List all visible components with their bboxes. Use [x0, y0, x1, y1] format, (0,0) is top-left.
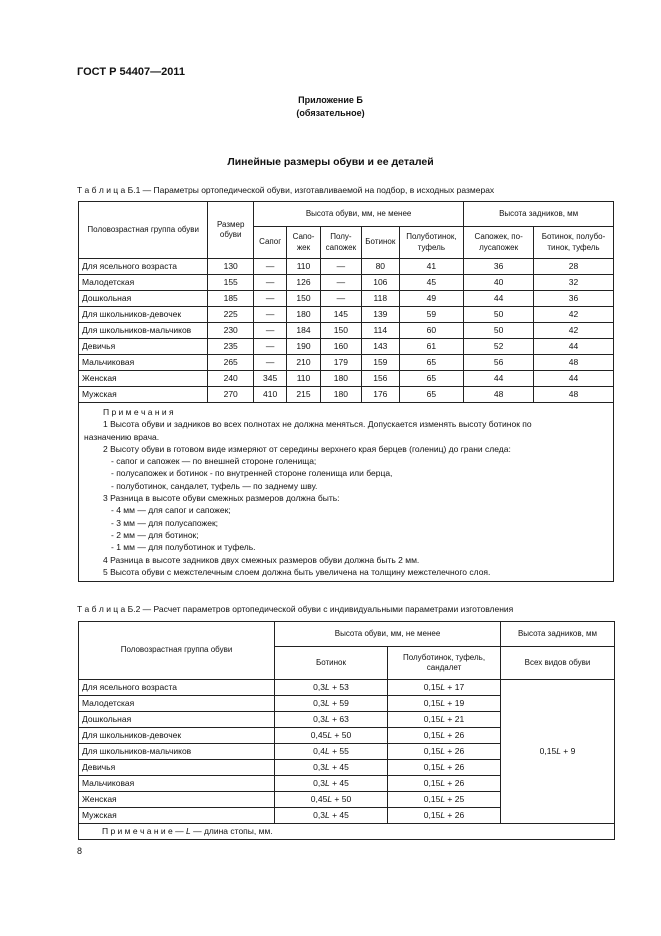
formula-const: + 25: [445, 794, 465, 804]
table-cell: 110: [287, 259, 320, 275]
appendix-status: (обязательное): [296, 108, 365, 118]
formula-const: + 26: [445, 810, 465, 820]
document-header: ГОСТ Р 54407—2011: [77, 66, 185, 78]
table-cell: —: [253, 259, 286, 275]
formula-cell: [275, 696, 388, 712]
formula-const: + 26: [445, 730, 465, 740]
table-cell: 185: [208, 291, 254, 307]
table-cell: 130: [208, 259, 254, 275]
formula-coef: 0,15: [423, 778, 441, 788]
table-cell: 32: [534, 275, 614, 291]
table-cell: 61: [399, 339, 464, 355]
row-label: Малодетская: [79, 275, 208, 291]
formula-cell: [388, 744, 501, 760]
row-label: Мальчиковая: [79, 355, 208, 371]
table-cell: 60: [399, 323, 464, 339]
formula-coef: 0,15: [423, 762, 441, 772]
formula-coef: 0,45: [310, 794, 328, 804]
note-line: - 4 мм — для сапог и сапожек;: [111, 505, 231, 516]
formula-coef: 0,15: [423, 746, 441, 756]
note-line: - 1 мм — для полуботинок и туфель.: [111, 542, 256, 553]
formula-const: + 53: [329, 682, 349, 692]
table-cell: 42: [534, 323, 614, 339]
formula-cell: [275, 728, 388, 744]
t2-header-group: Половозрастная группа обуви: [79, 622, 275, 680]
table-cell: 176: [362, 387, 399, 403]
formula-var: L: [324, 810, 330, 820]
table-cell: —: [253, 339, 286, 355]
row-label: Для ясельного возраста: [79, 259, 208, 275]
formula-coef: 0,3: [313, 698, 325, 708]
formula-var: L: [327, 730, 333, 740]
table-cell: 50: [464, 307, 534, 323]
t1-header-boots2: Сапо-жек: [287, 227, 320, 259]
table-cell: 215: [287, 387, 320, 403]
formula-const: + 26: [445, 778, 465, 788]
formula-var: L: [324, 746, 330, 756]
formula-cell: [275, 760, 388, 776]
formula-coef: 0,4: [313, 746, 325, 756]
table-row: [79, 275, 614, 291]
note-line: назначению врача.: [84, 431, 160, 442]
table1-notes: [79, 403, 614, 582]
table-cell: 65: [399, 371, 464, 387]
row-label: Для ясельного возраста: [79, 680, 275, 696]
table-cell: 80: [362, 259, 399, 275]
row-label: Женская: [79, 371, 208, 387]
formula-coef: 0,3: [313, 762, 325, 772]
table-cell: 41: [399, 259, 464, 275]
table-cell: 106: [362, 275, 399, 291]
table-row: [79, 371, 614, 387]
note-prefix: П р и м е ч а н и е —: [102, 826, 184, 836]
formula-const: + 45: [329, 762, 349, 772]
table-cell: —: [253, 323, 286, 339]
table-cell: 155: [208, 275, 254, 291]
table-cell: 225: [208, 307, 254, 323]
table-cell: 42: [534, 307, 614, 323]
table-cell: 48: [464, 387, 534, 403]
appendix-title: Приложение Б: [298, 95, 363, 105]
t1-header-halfboots: Полу-сапожек: [320, 227, 361, 259]
table1: [78, 201, 614, 582]
section-title: Линейные размеры обуви и ее деталей: [227, 156, 434, 168]
formula-cell: [275, 680, 388, 696]
table2-caption: [77, 604, 513, 614]
formula-var: L: [324, 682, 330, 692]
formula-cell: [388, 776, 501, 792]
table-cell: 52: [464, 339, 534, 355]
table2: [78, 621, 615, 840]
formula-const: + 9: [560, 746, 576, 756]
table1-caption-text: Б.1 — Параметры ортопедической обуви, изготавливаемой на подбор, в исходных размерах: [127, 185, 495, 195]
table-cell: 44: [534, 371, 614, 387]
row-label: Мужская: [79, 387, 208, 403]
table-cell: 145: [320, 307, 361, 323]
formula-var: L: [324, 714, 330, 724]
row-label: Женская: [79, 792, 275, 808]
formula-const: + 63: [329, 714, 349, 724]
formula-const: + 21: [445, 714, 465, 724]
formula-cell: [388, 680, 501, 696]
table-cell: 118: [362, 291, 399, 307]
table-cell: 179: [320, 355, 361, 371]
formula-const: + 55: [329, 746, 349, 756]
table2-caption-prefix: Т а б л и ц а: [77, 604, 126, 614]
table-cell: 190: [287, 339, 320, 355]
t1-header-back2: Ботинок, полубо-тинок, туфель: [534, 227, 614, 259]
note-line: - сапог и сапожек — по внешней стороне голенища;: [111, 456, 317, 467]
formula-cell: [275, 712, 388, 728]
note-text: — длина стопы, мм.: [190, 826, 273, 836]
table-cell: —: [253, 355, 286, 371]
table-cell: 180: [287, 307, 320, 323]
table-cell: 59: [399, 307, 464, 323]
t1-header-back: Высота задников, мм: [464, 202, 614, 227]
table-cell: 36: [464, 259, 534, 275]
formula-var: L: [440, 698, 446, 708]
table-cell: 56: [464, 355, 534, 371]
formula-var: L: [324, 762, 330, 772]
table-cell: 160: [320, 339, 361, 355]
row-label: Дошкольная: [79, 291, 208, 307]
t2-header-all: Всех видов обуви: [501, 647, 615, 680]
table-row: [79, 339, 614, 355]
table2-caption-text: Б.2 — Расчет параметров ортопедической обуви с индивидуальными параметрами изготовления: [127, 604, 514, 614]
note-line: 1 Высота обуви и задников во всех полнотах не должна меняться. Допускается изменять высоту ботинок по: [103, 419, 532, 430]
formula-const: + 50: [332, 794, 352, 804]
table-cell: —: [253, 291, 286, 307]
t1-header-back1: Сапожек, по-лусапожек: [464, 227, 534, 259]
table-cell: 126: [287, 275, 320, 291]
row-label: Для школьников-мальчиков: [79, 323, 208, 339]
formula-cell: [275, 808, 388, 824]
formula-const: + 45: [329, 810, 349, 820]
t2-header-height: Высота обуви, мм, не менее: [275, 622, 501, 647]
table-row: [79, 323, 614, 339]
table-cell: 40: [464, 275, 534, 291]
t1-header-group: Половозрастная группа обуви: [79, 202, 208, 259]
table-cell: 44: [464, 291, 534, 307]
row-label: Мужская: [79, 808, 275, 824]
t1-header-lowshoes: Полуботинок, туфель: [399, 227, 464, 259]
table-cell: 36: [534, 291, 614, 307]
formula-var: L: [440, 778, 446, 788]
formula-const: + 17: [445, 682, 465, 692]
table-cell: 45: [399, 275, 464, 291]
back-height-formula: [501, 680, 615, 824]
table-cell: 240: [208, 371, 254, 387]
table-row: [79, 307, 614, 323]
table-cell: 150: [320, 323, 361, 339]
formula-cell: [388, 728, 501, 744]
t1-header-shoes: Ботинок: [362, 227, 399, 259]
table-cell: 235: [208, 339, 254, 355]
formula-coef: 0,3: [313, 810, 325, 820]
table-cell: 180: [320, 387, 361, 403]
table-cell: 110: [287, 371, 320, 387]
table-cell: 270: [208, 387, 254, 403]
table-cell: —: [253, 275, 286, 291]
formula-const: + 45: [329, 778, 349, 788]
row-label: Мальчиковая: [79, 776, 275, 792]
t1-header-size: Размер обуви: [208, 202, 254, 259]
table-row: [79, 355, 614, 371]
table-cell: 65: [399, 387, 464, 403]
formula-cell: [388, 792, 501, 808]
formula-var: L: [440, 730, 446, 740]
formula-coef: 0,15: [423, 698, 441, 708]
row-label: Дошкольная: [79, 712, 275, 728]
table-cell: 28: [534, 259, 614, 275]
note-line: - полуботинок, сандалет, туфель — по заднему шву.: [111, 480, 318, 491]
table-row: [79, 291, 614, 307]
table-cell: 184: [287, 323, 320, 339]
formula-const: + 26: [445, 762, 465, 772]
formula-cell: [388, 760, 501, 776]
table-cell: 48: [534, 387, 614, 403]
row-label: Девичья: [79, 339, 208, 355]
table-cell: 345: [253, 371, 286, 387]
table-cell: 50: [464, 323, 534, 339]
note-line: - 3 мм — для полусапожек;: [111, 517, 219, 528]
formula-var: L: [440, 682, 446, 692]
table-cell: 210: [287, 355, 320, 371]
formula-cell: [388, 696, 501, 712]
page-number: 8: [77, 846, 83, 856]
table-cell: 265: [208, 355, 254, 371]
table-cell: 48: [534, 355, 614, 371]
formula-coef: 0,3: [313, 778, 325, 788]
table2-note: [79, 824, 615, 840]
table-cell: —: [320, 259, 361, 275]
formula-var: L: [440, 762, 446, 772]
formula-var: L: [440, 714, 446, 724]
table-cell: —: [320, 291, 361, 307]
formula-cell: [275, 792, 388, 808]
table-cell: 143: [362, 339, 399, 355]
formula-coef: 0,15: [539, 746, 557, 756]
formula-coef: 0,3: [313, 714, 325, 724]
formula-var: L: [440, 794, 446, 804]
formula-var: L: [440, 746, 446, 756]
table-cell: 156: [362, 371, 399, 387]
table-cell: 49: [399, 291, 464, 307]
formula-const: + 59: [329, 698, 349, 708]
table-cell: 44: [534, 339, 614, 355]
table-row: [79, 680, 615, 696]
note-line: 5 Высота обуви с межстелечным слоем должна быть увеличена на толщину межстелечного слоя.: [103, 566, 491, 577]
table-row: [79, 387, 614, 403]
table1-caption-prefix: Т а б л и ц а: [77, 185, 126, 195]
formula-const: + 26: [445, 746, 465, 756]
formula-coef: 0,15: [423, 810, 441, 820]
formula-const: + 50: [332, 730, 352, 740]
formula-var: L: [324, 778, 330, 788]
t1-header-height: Высота обуви, мм, не менее: [253, 202, 463, 227]
formula-var: L: [327, 794, 333, 804]
row-label: Девичья: [79, 760, 275, 776]
formula-coef: 0,15: [423, 714, 441, 724]
table-cell: 230: [208, 323, 254, 339]
table-cell: 410: [253, 387, 286, 403]
note-line: - 2 мм — для ботинок;: [111, 529, 199, 540]
table-cell: 180: [320, 371, 361, 387]
formula-var: L: [556, 746, 561, 756]
table-cell: 159: [362, 355, 399, 371]
row-label: Для школьников-девочек: [79, 728, 275, 744]
formula-coef: 0,15: [423, 794, 441, 804]
table-cell: 114: [362, 323, 399, 339]
formula-var: L: [324, 698, 330, 708]
note-line: - полусапожек и ботинок - по внутренней стороне голенища или берца,: [111, 468, 393, 479]
note-line: 3 Разница в высоте обуви смежных размеров должна быть:: [103, 493, 340, 504]
row-label: Малодетская: [79, 696, 275, 712]
t2-header-lowshoes: Полуботинок, туфель, сандалет: [388, 647, 501, 680]
note-line: 2 Высоту обуви в готовом виде измеряют от середины верхнего края берцев (голениц) до грани следа:: [103, 443, 511, 454]
table-cell: 65: [399, 355, 464, 371]
formula-cell: [388, 808, 501, 824]
table-cell: —: [320, 275, 361, 291]
table-cell: 44: [464, 371, 534, 387]
note-var: L: [185, 826, 191, 836]
table-row: [79, 259, 614, 275]
formula-coef: 0,15: [423, 730, 441, 740]
table1-caption: [77, 185, 494, 195]
formula-coef: 0,3: [313, 682, 325, 692]
t1-header-boots: Сапог: [253, 227, 286, 259]
note-line: 4 Разница в высоте задников двух смежных размеров обуви должна быть 2 мм.: [103, 554, 420, 565]
formula-var: L: [440, 810, 446, 820]
t2-header-shoes: Ботинок: [275, 647, 388, 680]
formula-const: + 19: [445, 698, 465, 708]
row-label: Для школьников-девочек: [79, 307, 208, 323]
notes-title: П р и м е ч а н и я: [103, 407, 174, 417]
table-cell: 139: [362, 307, 399, 323]
formula-coef: 0,45: [310, 730, 328, 740]
t2-header-back: Высота задников, мм: [501, 622, 615, 647]
table-cell: 150: [287, 291, 320, 307]
table-cell: —: [253, 307, 286, 323]
formula-cell: [275, 744, 388, 760]
formula-cell: [388, 712, 501, 728]
formula-coef: 0,15: [423, 682, 441, 692]
formula-cell: [275, 776, 388, 792]
row-label: Для школьников-мальчиков: [79, 744, 275, 760]
